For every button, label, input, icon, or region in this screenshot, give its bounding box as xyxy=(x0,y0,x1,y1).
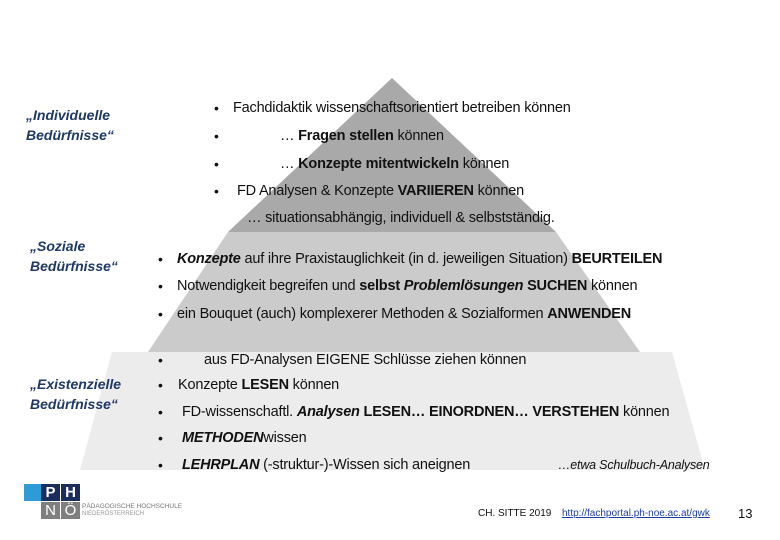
bottom-line-3 xyxy=(182,404,669,420)
need-label: Bedürfnisse“ xyxy=(30,258,118,274)
mid-line-3 xyxy=(177,306,631,322)
text: LESEN xyxy=(359,404,411,420)
need-label: „Existenzielle xyxy=(30,376,122,392)
need-individual xyxy=(26,105,114,145)
top-line-3 xyxy=(280,156,509,172)
bottom-line-4 xyxy=(182,430,307,446)
text: FD Analysen & Konzepte xyxy=(237,183,398,199)
bullet: • xyxy=(214,156,219,172)
logo-letter: P xyxy=(41,484,60,501)
page-number: 13 xyxy=(738,506,753,521)
text: Fachdidaktik wissenschaftsorientiert betreiben können xyxy=(233,100,571,116)
author-credit: CH. SITTE 2019 xyxy=(478,508,552,519)
bullet: • xyxy=(158,377,163,393)
text: Konzepte mitentwickeln xyxy=(298,156,459,172)
text: können xyxy=(393,128,444,144)
bullet: • xyxy=(214,100,219,116)
bottom-line-2 xyxy=(178,377,339,393)
mid-line-1 xyxy=(177,251,662,267)
text: auf ihre Praxistauglichkeit (in d. jeweiligen Situation) xyxy=(240,251,572,267)
need-label: Bedürfnisse“ xyxy=(26,127,114,143)
bottom-note: …etwa Schulbuch-Analysen xyxy=(558,458,710,472)
text: ANWENDEN xyxy=(547,306,632,322)
bottom-line-1: aus FD-Analysen EIGENE Schlüsse ziehen können xyxy=(204,352,527,368)
text: … xyxy=(280,156,299,172)
logo-text: NIEDERÖSTERREICH xyxy=(82,511,145,517)
logo-letter: H xyxy=(61,484,80,501)
text: können xyxy=(587,278,638,294)
text: Analysen xyxy=(296,404,360,420)
need-label: „Individuelle xyxy=(26,107,111,123)
bullet: • xyxy=(158,430,163,446)
bullet: • xyxy=(158,404,163,420)
text: Problemlösungen xyxy=(403,278,524,294)
text: Konzepte xyxy=(177,251,241,267)
fachportal-link[interactable]: http://fachportal.ph-noe.ac.at/gwk xyxy=(562,508,710,519)
bullet: • xyxy=(158,352,163,368)
text: Fragen stellen xyxy=(298,128,394,144)
text: FD-wissenschaftl. xyxy=(182,404,297,420)
text: Konzepte xyxy=(178,377,242,393)
logo-letter: N xyxy=(41,502,60,519)
text: können xyxy=(619,404,670,420)
bullet: • xyxy=(158,278,163,294)
top-line-2 xyxy=(280,128,444,144)
bullet: • xyxy=(214,183,219,199)
bullet: • xyxy=(158,457,163,473)
text: (-struktur-)-Wissen sich aneignen xyxy=(259,457,471,473)
text: können xyxy=(288,377,340,393)
text: selbst xyxy=(359,278,404,294)
text: wissen xyxy=(263,430,307,446)
text: VARIIEREN xyxy=(397,183,474,199)
top-line-4 xyxy=(237,183,524,199)
bullet: • xyxy=(158,306,163,322)
text: Notwendigkeit begreifen und xyxy=(177,278,360,294)
top-line-1 xyxy=(233,100,571,116)
logo-text: PÄDAGOGISCHE HOCHSCHULE xyxy=(82,503,183,510)
text: können xyxy=(458,156,510,172)
text: ein Bouquet (auch) komplexerer Methoden & Sozialformen xyxy=(177,306,548,322)
need-social xyxy=(30,236,118,276)
top-line-5: … situationsabhängig, individuell & selbstständig. xyxy=(247,210,555,226)
text: können xyxy=(473,183,524,199)
text: LESEN xyxy=(241,377,289,393)
need-existential xyxy=(30,374,121,414)
logo-letter: Ö xyxy=(61,502,80,519)
text: SUCHEN xyxy=(523,278,588,294)
text: … EINORDNEN… VERSTEHEN xyxy=(410,404,620,420)
text: LEHRPLAN xyxy=(182,457,260,473)
bullet: • xyxy=(214,128,219,144)
mid-line-2 xyxy=(177,278,637,294)
bottom-line-5 xyxy=(182,457,470,473)
text: … xyxy=(280,128,299,144)
need-label: Bedürfnisse“ xyxy=(30,396,118,412)
bullet: • xyxy=(158,251,163,267)
text: METHODEN xyxy=(182,430,264,446)
text: BEURTEILEN xyxy=(571,251,663,267)
need-label: „Soziale xyxy=(30,238,86,254)
